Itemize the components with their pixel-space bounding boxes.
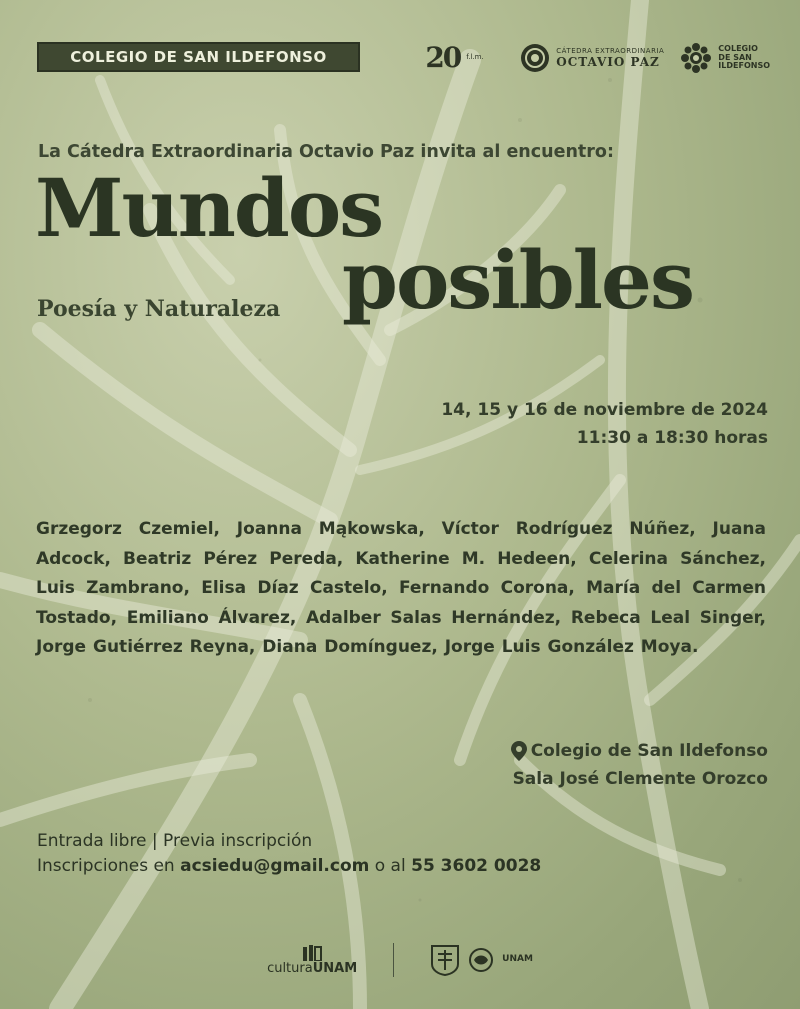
participants-list: Grzegorz Czemiel, Joanna Mąkowska, Víctor Rodríguez Núñez, Juana Adcock, Beatriz Pérez Pereda, Katherine M. Hedeen, Celerina Sánchez, Luis Zambrano, Elisa Díaz Castelo, Fernando Corona, María del Carmen Tostado, Emiliano Álvarez, Adalber Salas Hernández, Rebeca Leal Singer, Jorge Gutiérrez Reyna, Diana Domínguez, Jorge Luis González Moya. — [36, 519, 766, 657]
register-mid: o al — [369, 856, 412, 876]
registration-info — [37, 829, 541, 879]
venue-room: Sala José Clemente Orozco — [512, 769, 768, 789]
colegio-logo — [680, 42, 770, 74]
unam-text: UNAM — [502, 954, 533, 965]
anniversary-logo — [425, 41, 504, 74]
catedra-logo — [520, 43, 664, 73]
registration-phone[interactable]: 55 3602 0028 — [411, 856, 542, 876]
invite-text: La Cátedra Extraordinaria Octavio Paz invita al encuentro: — [38, 142, 614, 162]
cultura-text: cultura — [267, 960, 313, 976]
colegio-logo-line2: DE SAN — [718, 52, 752, 62]
register-prefix: Inscripciones en — [37, 856, 181, 876]
colegio-logo-line1: COLEGIO — [718, 43, 758, 53]
unam-emblem-icon — [468, 946, 494, 974]
header-logos — [425, 38, 770, 78]
venue-place: Colegio de San Ildefonso — [530, 741, 768, 761]
unam-shield-icon — [430, 944, 460, 976]
title-line2: posibles — [342, 233, 693, 327]
colegio-logo-line3: ILDEFONSO — [718, 61, 770, 71]
anniversary-number: 20 — [425, 41, 461, 74]
footer-divider — [393, 943, 394, 977]
header-badge: COLEGIO DE SAN ILDEFONSO — [37, 42, 360, 72]
registration-line — [37, 854, 541, 879]
cultura-text-bold: UNAM — [312, 960, 358, 976]
catedra-name: OCTAVIO PAZ — [556, 55, 660, 69]
unam-logo — [430, 944, 533, 976]
anniversary-caption: f.l.m. — [466, 53, 484, 62]
entry-text: Entrada libre | Previa inscripción — [37, 831, 313, 851]
location-pin-icon — [511, 741, 527, 761]
registration-email[interactable]: acsiedu@gmail.com — [180, 856, 370, 876]
event-dates: 14, 15 y 16 de noviembre de 2024 — [441, 400, 768, 420]
title-line1: Mundos — [35, 161, 383, 255]
cultura-unam-logo — [267, 945, 357, 976]
venue — [511, 737, 768, 793]
footer-logos — [0, 940, 800, 980]
event-hours: 11:30 a 18:30 horas — [576, 428, 768, 448]
subtitle: Poesía y Naturaleza — [37, 296, 281, 322]
cultura-unam-icon — [301, 945, 323, 961]
schedule — [441, 396, 768, 452]
colegio-emblem-icon — [680, 42, 712, 74]
catedra-seal-icon — [520, 43, 550, 73]
catedra-label: CÁTEDRA EXTRAORDINARIA — [556, 47, 665, 55]
